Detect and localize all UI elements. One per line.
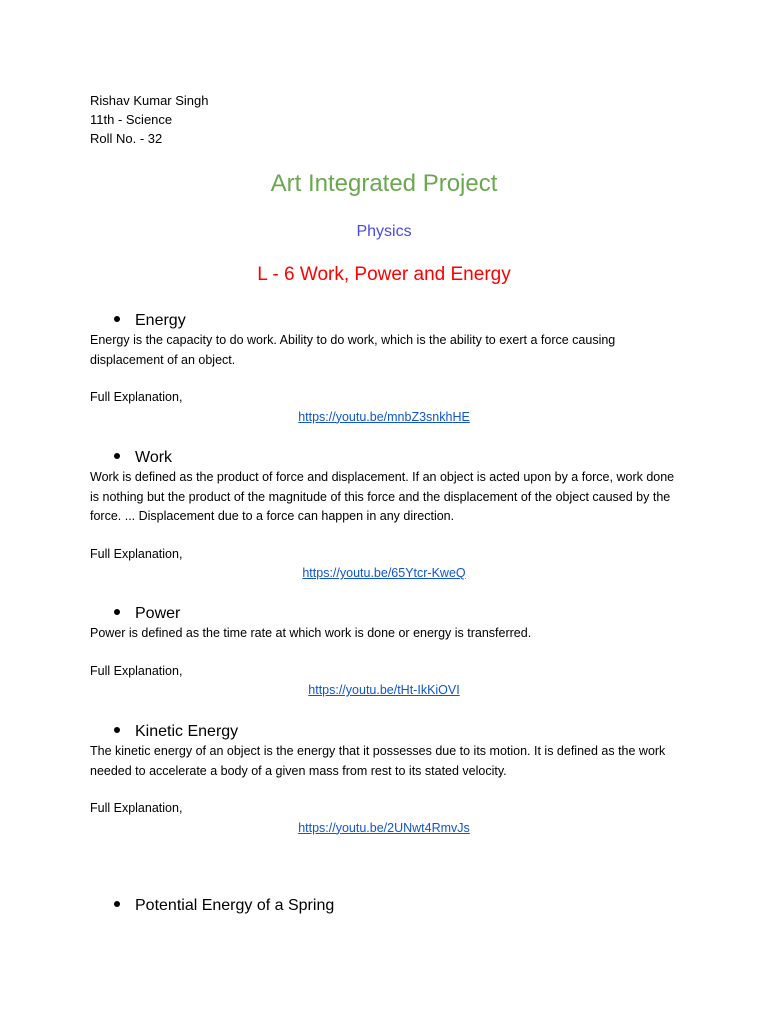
link-row bbox=[90, 408, 678, 428]
explanation-label: Full Explanation, bbox=[90, 390, 183, 404]
section-body: Power is defined as the time rate at which work is done or energy is transferred. bbox=[90, 626, 532, 640]
section-power bbox=[90, 604, 690, 701]
video-link[interactable]: https://youtu.be/2UNwt4RmvJs bbox=[298, 820, 470, 835]
document-chapter: L - 6 Work, Power and Energy bbox=[257, 264, 511, 285]
video-link[interactable]: https://youtu.be/65Ytcr-KweQ bbox=[302, 566, 466, 580]
document-subject: Physics bbox=[356, 223, 412, 240]
section-heading-label: Kinetic Energy bbox=[135, 723, 239, 740]
link-row bbox=[90, 681, 678, 701]
video-link[interactable]: https://youtu.be/tHt-IkKiOVI bbox=[308, 683, 460, 697]
explanation-label: Full Explanation, bbox=[90, 546, 183, 561]
section-work bbox=[90, 448, 690, 584]
section-potential-energy-spring bbox=[90, 896, 690, 916]
section-heading bbox=[90, 722, 690, 742]
explanation-label: Full Explanation, bbox=[90, 663, 183, 678]
section-heading bbox=[90, 311, 690, 331]
section-heading-label: Power bbox=[135, 605, 181, 622]
bullet-icon bbox=[114, 453, 120, 459]
section-heading-label: Work bbox=[135, 449, 173, 466]
bullet-icon bbox=[114, 316, 120, 322]
link-row bbox=[90, 819, 678, 839]
author-class: 11th - Science bbox=[90, 112, 173, 127]
author-roll: Roll No. - 32 bbox=[90, 131, 163, 146]
section-heading bbox=[90, 604, 690, 624]
section-body: The kinetic energy of an object is the energy that it possesses due to its motion. It is defined as the work needed to accelerate a body of a given mass from rest to its stated velocity. bbox=[90, 744, 666, 778]
bullet-icon bbox=[114, 609, 120, 615]
section-heading bbox=[90, 448, 690, 468]
section-energy bbox=[90, 311, 690, 427]
section-heading-label: Energy bbox=[135, 312, 186, 329]
bullet-icon bbox=[114, 901, 120, 907]
link-row bbox=[90, 564, 678, 584]
section-heading-label: Potential Energy of a Spring bbox=[135, 897, 335, 914]
document-title: Art Integrated Project bbox=[270, 170, 498, 197]
video-link[interactable]: https://youtu.be/mnbZ3snkhHE bbox=[298, 409, 470, 424]
section-body: Work is defined as the product of force and displacement. If an object is acted upon by a force, work done is nothing but the product of the magnitude of this force and the displacement of the object caused by the force. ... Displacement due to a force can happen in any direction. bbox=[90, 470, 675, 523]
explanation-label: Full Explanation, bbox=[90, 801, 183, 815]
section-kinetic-energy bbox=[90, 722, 690, 838]
author-name: Rishav Kumar Singh bbox=[90, 93, 209, 108]
section-heading bbox=[90, 896, 690, 916]
bullet-icon bbox=[114, 727, 120, 733]
section-body: Energy is the capacity to do work. Ability to do work, which is the ability to exert a force causing displacement of an object. bbox=[90, 333, 616, 367]
